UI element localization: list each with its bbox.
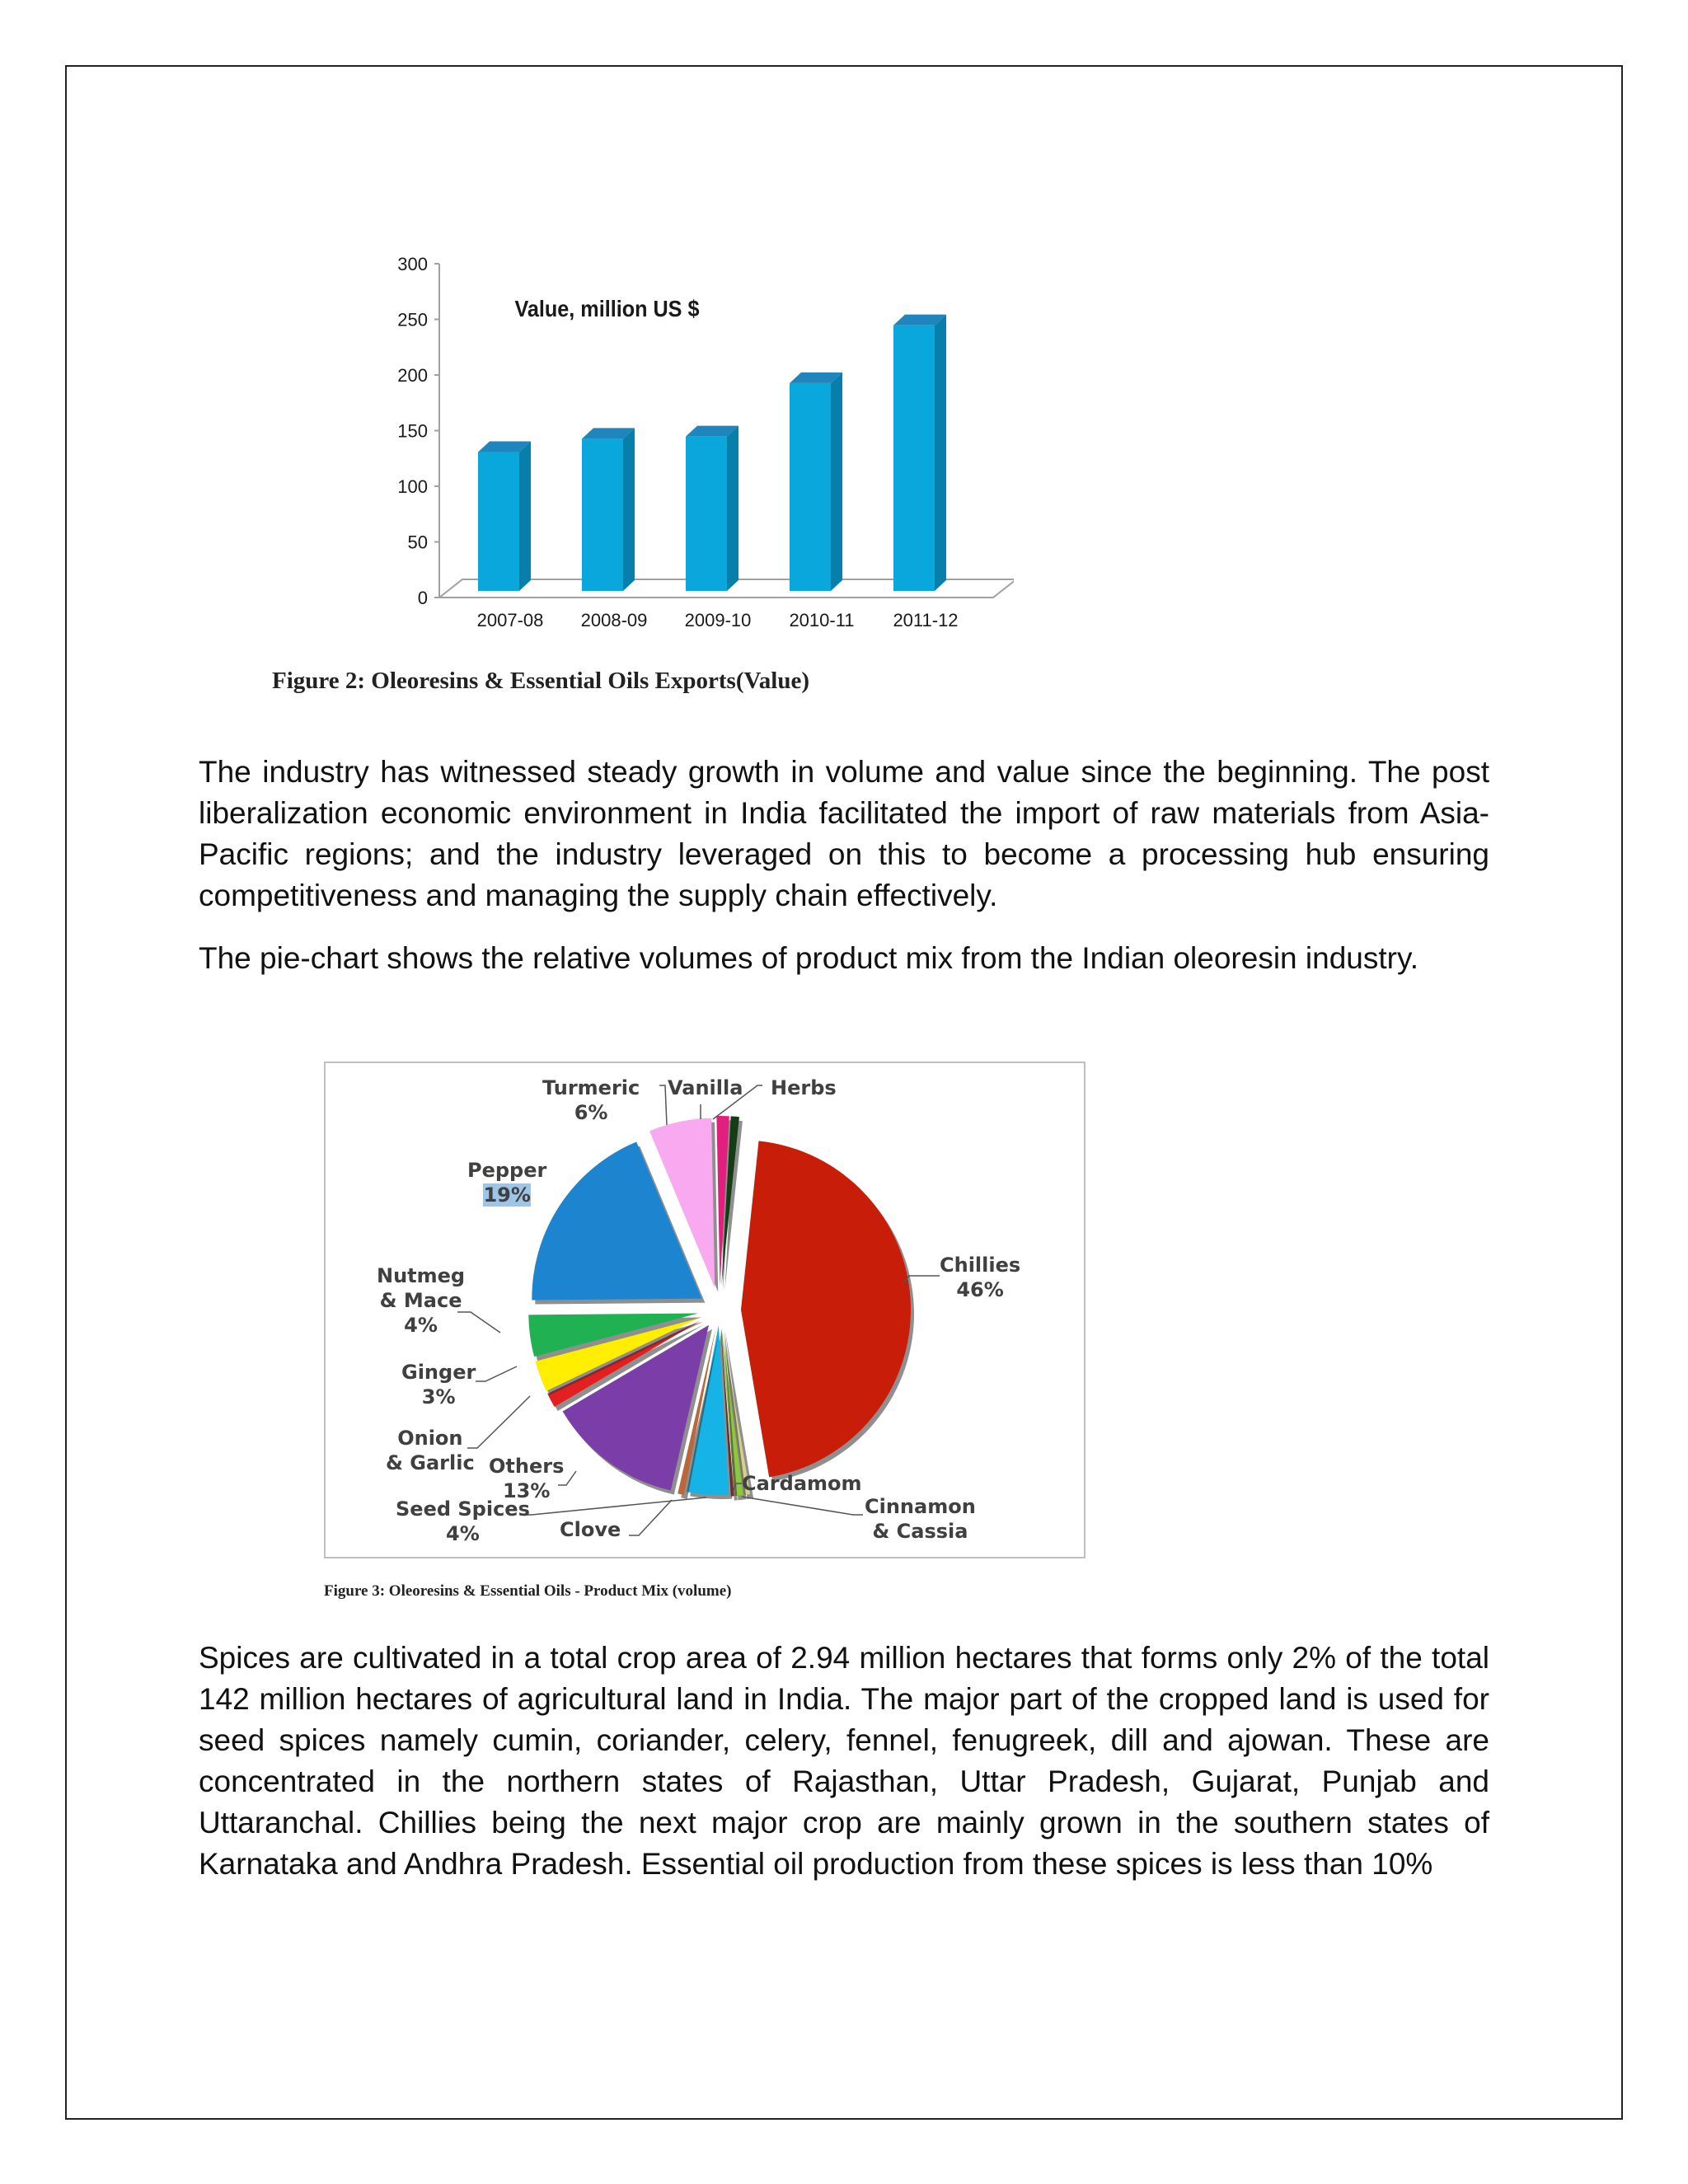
bar-front xyxy=(686,437,727,591)
label-garlic-name: & Garlic xyxy=(386,1451,475,1474)
paragraph-pie-intro: The pie-chart shows the relative volumes of product mix from the Indian oleoresin industry. xyxy=(199,941,1418,975)
x-tick-label: 2010-11 xyxy=(789,610,855,630)
leader-ginger xyxy=(476,1366,517,1381)
label-pepper-pct: 19% xyxy=(483,1183,531,1207)
x-tick-label: 2007-08 xyxy=(476,610,544,630)
label-herbs: Herbs xyxy=(771,1076,837,1099)
label-others-name: Others xyxy=(489,1455,565,1478)
x-tick-label: 2008-09 xyxy=(580,610,648,630)
paragraph-industry-growth: The industry has witnessed steady growth in volume and value since the beginning. The post liberalization economic environment in India facilitated the import of raw materials from Asia-Pacific regions; and the industry leveraged on this to become a processing hub ensuring competitiveness and managing the supply chain effectively. xyxy=(199,755,1489,912)
label-vanilla: Vanilla xyxy=(668,1076,743,1099)
bar-side xyxy=(831,373,842,591)
label-cassia-name: & Cassia xyxy=(872,1520,968,1543)
bar-2010-11 xyxy=(790,373,842,591)
label-ginger-name: Ginger xyxy=(401,1361,476,1384)
bar-2011-12 xyxy=(893,315,946,591)
bar-side xyxy=(935,315,946,591)
label-mace-name: & Mace xyxy=(379,1289,462,1312)
label-others-pct: 13% xyxy=(502,1479,551,1502)
bar-2009-10 xyxy=(686,426,738,591)
label-onion-name: Onion xyxy=(397,1427,463,1450)
label-seed-spices-name: Seed Spices xyxy=(396,1497,530,1521)
paragraph-spices-cultivation: Spices are cultivated in a total crop area of 2.94 million hectares that forms only 2% of the total 142 million hectares of agricultural land in India. The major part of the cropped land is used for seed spices namely cumin, coriander, celery, fennel, fenugreek, dill and ajowan. These are concentrated in the northern states of Rajasthan, Uttar Pradesh, Gujarat, Punjab and Uttaranchal. Chillies being the next major crop are mainly grown in the southern states of Karnataka and Andhra Pradesh. Essential oil production from these spices is less than 10% xyxy=(199,1641,1489,1881)
label-cardamom: Cardamom xyxy=(742,1472,862,1495)
bar-side xyxy=(623,428,635,591)
label-chillies xyxy=(940,1253,1020,1302)
pie-chart-panel xyxy=(324,1062,1085,1558)
bar-front xyxy=(893,326,935,591)
bar-2007-08 xyxy=(478,442,531,591)
y-tick-label: 300 xyxy=(397,254,428,274)
label-turmeric-name: Turmeric xyxy=(542,1076,640,1099)
label-chillies-name: Chillies xyxy=(940,1254,1021,1277)
label-onion-garlic xyxy=(386,1426,475,1475)
y-tick-label: 200 xyxy=(397,365,428,386)
pie-slice-chillies xyxy=(741,1141,911,1477)
leader-clove xyxy=(629,1500,672,1535)
bar-chart-title: Value, million US $ xyxy=(514,295,700,322)
bar-chart xyxy=(363,243,1014,655)
label-cinnamon-cassia xyxy=(865,1494,976,1544)
y-tick-label: 150 xyxy=(397,420,428,442)
label-turmeric-pct: 6% xyxy=(574,1101,608,1124)
bar-front xyxy=(790,383,831,591)
label-seed-spices xyxy=(396,1497,530,1546)
bar-side xyxy=(727,426,738,591)
figure-3-caption: Figure 3: Oleoresins & Essential Oils - Product Mix (volume) xyxy=(324,1582,732,1600)
leader-turmeric xyxy=(659,1085,667,1125)
label-clove: Clove xyxy=(560,1518,621,1541)
x-tick-label: 2011-12 xyxy=(893,610,959,630)
x-tick-label: 2009-10 xyxy=(684,610,752,630)
label-others xyxy=(489,1454,564,1503)
bar-side xyxy=(519,442,531,591)
bar-front xyxy=(582,438,623,591)
label-ginger-pct: 3% xyxy=(421,1385,456,1408)
label-turmeric xyxy=(542,1076,640,1125)
label-seed-spices-pct: 4% xyxy=(446,1522,480,1545)
label-nutmeg-pct: 4% xyxy=(404,1314,438,1337)
label-pepper-name: Pepper xyxy=(467,1159,547,1182)
label-cinnamon-name: Cinnamon xyxy=(865,1495,976,1518)
label-chillies-pct: 46% xyxy=(956,1278,1004,1301)
y-tick-label: 100 xyxy=(397,476,428,497)
label-pepper xyxy=(467,1158,546,1207)
leader-onion xyxy=(467,1396,530,1448)
label-nutmeg-mace xyxy=(377,1263,465,1338)
figure-2-caption: Figure 2: Oleoresins & Essential Oils Exports(Value) xyxy=(272,668,809,694)
y-tick-label: 250 xyxy=(397,309,428,330)
bar-2008-09 xyxy=(582,428,635,591)
leader-cinnamon xyxy=(742,1497,863,1515)
label-nutmeg-name: Nutmeg xyxy=(377,1264,466,1287)
y-tick-label: 50 xyxy=(407,532,428,553)
label-ginger xyxy=(401,1360,476,1409)
bar-front xyxy=(478,452,519,591)
y-tick-label: 0 xyxy=(417,588,428,608)
